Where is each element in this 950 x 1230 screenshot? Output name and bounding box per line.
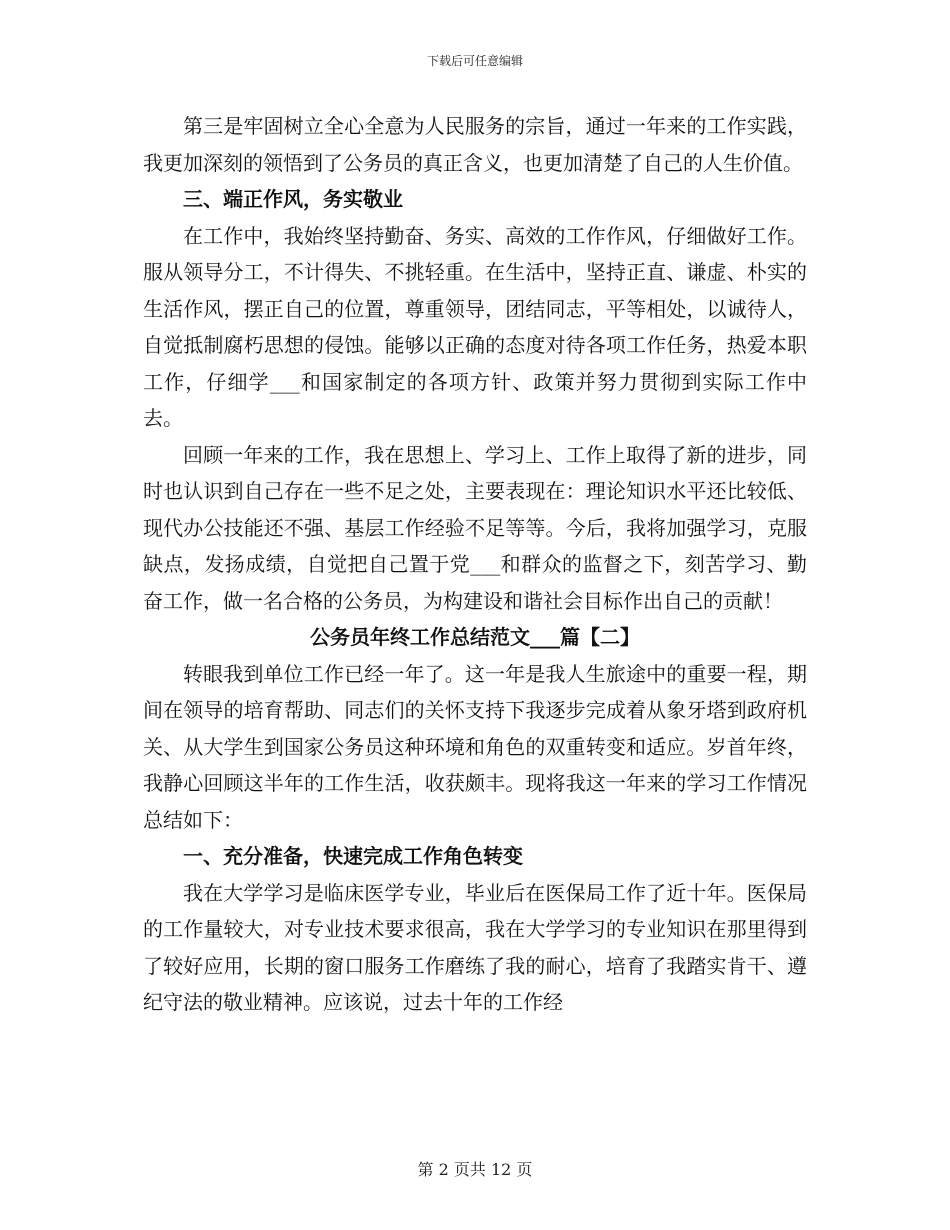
paragraph-5: 我在大学学习是临床医学专业，毕业后在医保局工作了近十年。医保局的工作量较大，对专业技术要求很高，我在大学学习的专业知识在那里得到了较好应用，长期的窗口服务工作磨练了我的耐心，培育了我踏实肯干、遵纪守法的敬业精神。应该说，过去十年的工作经 xyxy=(143,880,807,1014)
page-footer: 第 2 页共 12 页 xyxy=(417,1160,533,1179)
article-title-2: 公务员年终工作总结范文___篇【二】 xyxy=(310,625,640,649)
paragraph-2: 在工作中，我始终坚持勤奋、务实、高效的工作作风，仔细做好工作。服从领导分工，不计得失、不挑轻重。在生活中，坚持正直、谦虚、朴实的生活作风，摆正自己的位置，尊重领导，团结同志，平等相处，以诚待人，自觉抵制腐朽思想的侵蚀。能够以正确的态度对待各项工作任务，热爱本职工作，仔细学___和国家制定的各项方针、政策并努力贯彻到实际工作中去。 xyxy=(143,223,807,430)
section-heading-3: 三、端正作风，务实敬业 xyxy=(183,187,403,211)
section-heading-1: 一、充分准备，快速完成工作角色转变 xyxy=(183,844,523,868)
paragraph-4: 转眼我到单位工作已经一年了。这一年是我人生旅途中的重要一程，期间在领导的培育帮助、同志们的关怀支持下我逐步完成着从象牙塔到政府机关、从大学生到国家公务员这种环境和角色的双重转变和适应。岁首年终，我静心回顾这半年的工作生活，收获颇丰。现将我这一年来的学习工作情况总结如下： xyxy=(143,661,807,832)
paragraph-1: 第三是牢固树立全心全意为人民服务的宗旨，通过一年来的工作实践，我更加深刻的领悟到了公务员的真正含义，也更加清楚了自己的人生价值。 xyxy=(143,114,807,175)
page-header: 下载后可任意编辑 xyxy=(426,54,523,68)
paragraph-3: 回顾一年来的工作，我在思想上、学习上、工作上取得了新的进步，同时也认识到自己存在一些不足之处，主要表现在：理论知识水平还比较低、现代办公技能还不强、基层工作经验不足等等。今后，我将加强学习，克服缺点，发扬成绩，自觉把自己置于党___和群众的监督之下，刻苦学习、勤奋工作，做一名合格的公务员，为构建设和谐社会目标作出自己的贡献！ xyxy=(143,442,807,613)
document-body xyxy=(143,108,807,1021)
